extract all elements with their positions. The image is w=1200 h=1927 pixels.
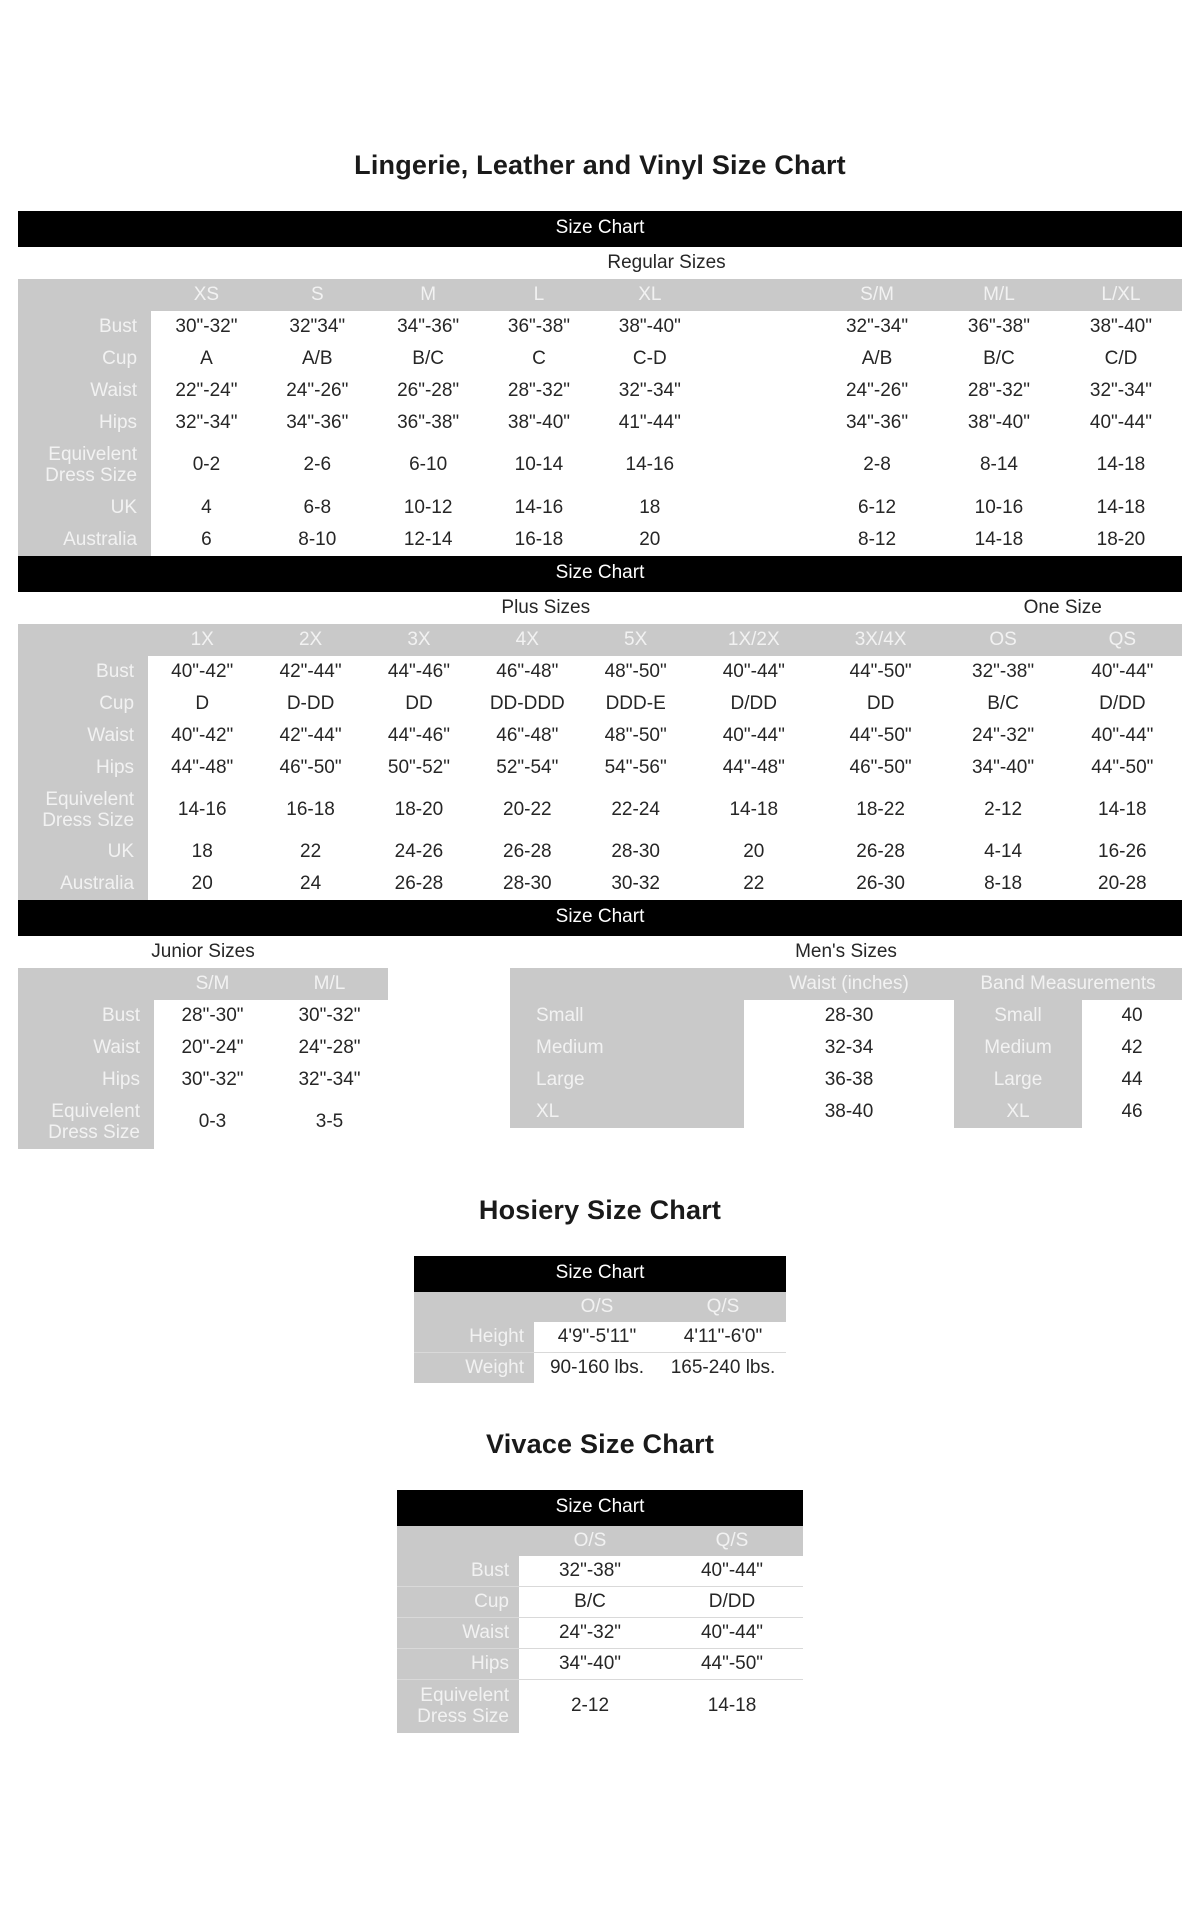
cell: 36"-38"	[938, 311, 1060, 343]
cell: 22"-24"	[151, 375, 262, 407]
table-row	[18, 1096, 388, 1149]
column-header: 3X/4X	[818, 624, 944, 656]
row-header: Equivelent Dress Size	[18, 1096, 154, 1149]
row-header: Equivelent Dress Size	[397, 1679, 519, 1733]
row-header: Hips	[18, 752, 148, 784]
size-label: Medium	[510, 1032, 744, 1064]
cell: 20-22	[473, 784, 581, 837]
cell: 32"34"	[262, 311, 373, 343]
cell-empty	[705, 492, 816, 524]
junior-sizes-table	[18, 936, 388, 1149]
mens-group-label: Men's Sizes	[510, 936, 1182, 968]
column-header: 4X	[473, 624, 581, 656]
page-title: Lingerie, Leather and Vinyl Size Chart	[354, 150, 846, 180]
cell: 40"-42"	[148, 720, 256, 752]
band-size-label: Medium	[954, 1032, 1082, 1064]
plus-sizes-section	[18, 556, 1182, 901]
cell: 32"-34"	[1060, 375, 1182, 407]
cell: 6-8	[262, 492, 373, 524]
corner-cell	[18, 279, 151, 311]
cell: 38"-40"	[594, 311, 705, 343]
column-header: L	[484, 279, 595, 311]
cell: 4-14	[943, 836, 1062, 868]
cell: 24"-32"	[943, 720, 1062, 752]
cell: 32"-34"	[151, 407, 262, 439]
cell: 26"-28"	[373, 375, 484, 407]
column-header: OS	[943, 624, 1062, 656]
column-header: M	[373, 279, 484, 311]
cell: 40"-44"	[1063, 720, 1182, 752]
table-row	[397, 1556, 803, 1587]
cell: 28-30	[581, 836, 689, 868]
cell-empty	[705, 524, 816, 556]
cell: 32"-38"	[943, 656, 1062, 688]
table-row	[18, 720, 1182, 752]
cell: 28-30	[473, 868, 581, 900]
table-row	[18, 407, 1182, 439]
cell: 52"-54"	[473, 752, 581, 784]
cell: 14-18	[1060, 492, 1182, 524]
cell: 44"-46"	[365, 656, 473, 688]
table-row	[18, 311, 1182, 343]
cell: 28"-30"	[154, 1000, 271, 1032]
band-size-label: Small	[954, 1000, 1082, 1032]
cell: 40"-44"	[1063, 656, 1182, 688]
table-row	[18, 1064, 388, 1096]
cell: 14-16	[148, 784, 256, 837]
row-header: Bust	[397, 1556, 519, 1587]
row-header: Cup	[18, 688, 148, 720]
cell: 48"-50"	[581, 720, 689, 752]
row-header: Hips	[18, 407, 151, 439]
cell: 22	[256, 836, 364, 868]
cell: 36"-38"	[484, 311, 595, 343]
row-header: Equivelent Dress Size	[18, 784, 148, 837]
cell: 16-26	[1063, 836, 1182, 868]
corner-cell	[18, 968, 154, 1000]
cell: 10-14	[484, 439, 595, 492]
cell: D/DD	[661, 1586, 803, 1617]
corner-cell	[510, 968, 744, 1000]
cell: 44"-50"	[818, 720, 944, 752]
cell: 54"-56"	[581, 752, 689, 784]
cell: 46"-48"	[473, 656, 581, 688]
table-row	[18, 968, 388, 1000]
column-header: QS	[1063, 624, 1182, 656]
cell: DDD-E	[581, 688, 689, 720]
cell: B/C	[943, 688, 1062, 720]
table-row	[18, 624, 1182, 656]
hosiery-table	[414, 1292, 786, 1383]
cell: 18-20	[1060, 524, 1182, 556]
cell: 2-8	[816, 439, 938, 492]
table-row	[18, 784, 1182, 837]
cell: 14-18	[661, 1679, 803, 1733]
cell: 26-28	[365, 868, 473, 900]
cell: 32"-34"	[271, 1064, 388, 1096]
table-row	[397, 1679, 803, 1733]
spacer-cell	[18, 592, 148, 624]
cell: 30"-32"	[151, 311, 262, 343]
cell: 46"-50"	[256, 752, 364, 784]
hosiery-banner: Size Chart	[414, 1256, 786, 1292]
cell: 2-12	[519, 1679, 661, 1733]
cell: 26-30	[818, 868, 944, 900]
cell: 24	[256, 868, 364, 900]
table-row	[18, 936, 388, 968]
cell: 20	[148, 868, 256, 900]
cell: A/B	[816, 343, 938, 375]
cell: 2-6	[262, 439, 373, 492]
cell: 38-40	[744, 1096, 954, 1128]
column-header: XS	[151, 279, 262, 311]
size-label: XL	[510, 1096, 744, 1128]
cell: DD	[818, 688, 944, 720]
cell: 0-2	[151, 439, 262, 492]
cell: B/C	[373, 343, 484, 375]
cell: D-DD	[256, 688, 364, 720]
cell: 38"-40"	[1060, 311, 1182, 343]
table-row	[18, 524, 1182, 556]
corner-cell	[397, 1526, 519, 1556]
cell: 16-18	[484, 524, 595, 556]
cell: 42"-44"	[256, 720, 364, 752]
cell: 44	[1082, 1064, 1182, 1096]
column-header: M/L	[938, 279, 1060, 311]
cell: 24"-28"	[271, 1032, 388, 1064]
vivace-title: Vivace Size Chart	[485, 1428, 715, 1459]
table-row	[510, 1096, 1182, 1128]
cell: 12-14	[373, 524, 484, 556]
cell: 8-10	[262, 524, 373, 556]
row-header: Cup	[397, 1586, 519, 1617]
cell: 22-24	[581, 784, 689, 837]
table-row	[414, 1322, 786, 1353]
cell: 30-32	[581, 868, 689, 900]
table-row	[397, 1586, 803, 1617]
column-header: O/S	[534, 1292, 660, 1322]
table-row	[18, 1032, 388, 1064]
cell-empty	[705, 375, 816, 407]
vivace-table	[397, 1526, 803, 1734]
table-row	[18, 688, 1182, 720]
vivace-section	[397, 1490, 803, 1734]
column-header: XL	[594, 279, 705, 311]
cell: 3-5	[271, 1096, 388, 1149]
cell: 42"-44"	[256, 656, 364, 688]
cell: 32"-34"	[816, 311, 938, 343]
column-header: L/XL	[1060, 279, 1182, 311]
table-row	[18, 836, 1182, 868]
table-row	[510, 1064, 1182, 1096]
hosiery-title: Hosiery Size Chart	[478, 1194, 722, 1225]
cell: 90-160 lbs.	[534, 1352, 660, 1383]
table-row	[510, 936, 1182, 968]
cell: 42	[1082, 1032, 1182, 1064]
cell: 14-18	[1060, 439, 1182, 492]
table-row	[18, 439, 1182, 492]
cell: 44"-48"	[690, 752, 818, 784]
junior-sizes-section	[18, 936, 388, 1149]
regular-sizes-table	[18, 247, 1182, 556]
cell-empty	[705, 407, 816, 439]
cell: 24"-32"	[519, 1617, 661, 1648]
column-header: 3X	[365, 624, 473, 656]
cell: 8-14	[938, 439, 1060, 492]
cell: 38"-40"	[938, 407, 1060, 439]
cell: 40"-42"	[148, 656, 256, 688]
column-header: S/M	[154, 968, 271, 1000]
cell: 18-20	[365, 784, 473, 837]
cell: 2-12	[943, 784, 1062, 837]
cell: 40"-44"	[690, 720, 818, 752]
cell: 8-12	[816, 524, 938, 556]
regular-group-label: Regular Sizes	[151, 247, 1182, 279]
table-row	[18, 375, 1182, 407]
cell: 24"-26"	[816, 375, 938, 407]
column-header: Q/S	[661, 1526, 803, 1556]
size-label: Large	[510, 1064, 744, 1096]
one-size-group-label: One Size	[943, 592, 1182, 624]
row-header: Equivelent Dress Size	[18, 439, 151, 492]
cell: 14-18	[938, 524, 1060, 556]
cell: 14-16	[484, 492, 595, 524]
column-header: S	[262, 279, 373, 311]
cell: 20	[594, 524, 705, 556]
table-row	[414, 1352, 786, 1383]
row-header: Waist	[18, 1032, 154, 1064]
column-header: 2X	[256, 624, 364, 656]
row-header: Waist	[397, 1617, 519, 1648]
column-header-empty	[705, 279, 816, 311]
table-row	[397, 1617, 803, 1648]
cell: 18	[594, 492, 705, 524]
cell: 20"-24"	[154, 1032, 271, 1064]
cell: 4'9"-5'11"	[534, 1322, 660, 1353]
table-row	[18, 279, 1182, 311]
cell: D/DD	[1063, 688, 1182, 720]
mens-sizes-section	[510, 936, 1182, 1128]
cell: 10-12	[373, 492, 484, 524]
column-header: 1X	[148, 624, 256, 656]
table-row	[397, 1526, 803, 1556]
cell: C-D	[594, 343, 705, 375]
corner-cell	[18, 624, 148, 656]
cell: 18	[148, 836, 256, 868]
row-header: Australia	[18, 868, 148, 900]
cell: 34"-36"	[262, 407, 373, 439]
cell-empty	[705, 311, 816, 343]
band-header: Band Measurements	[954, 968, 1182, 1000]
row-header: Cup	[18, 343, 151, 375]
hosiery-section	[414, 1256, 786, 1383]
cell: 40"-44"	[661, 1556, 803, 1587]
column-header: O/S	[519, 1526, 661, 1556]
row-header: Bust	[18, 656, 148, 688]
band-size-label: Large	[954, 1064, 1082, 1096]
row-header: Weight	[414, 1352, 534, 1383]
cell: 36-38	[744, 1064, 954, 1096]
regular-sizes-section	[18, 211, 1182, 556]
table-row	[414, 1292, 786, 1322]
cell: 28-30	[744, 1000, 954, 1032]
row-header: Waist	[18, 375, 151, 407]
cell: DD	[365, 688, 473, 720]
cell: 8-18	[943, 868, 1062, 900]
cell: 32-34	[744, 1032, 954, 1064]
cell: 0-3	[154, 1096, 271, 1149]
table-row	[510, 968, 1182, 1000]
row-header: Bust	[18, 1000, 154, 1032]
cell: 40"-44"	[661, 1617, 803, 1648]
cell: 44"-50"	[1063, 752, 1182, 784]
cell: 28"-32"	[938, 375, 1060, 407]
cell: 6-10	[373, 439, 484, 492]
table-row	[18, 492, 1182, 524]
cell: B/C	[938, 343, 1060, 375]
table-row	[18, 656, 1182, 688]
row-header: Waist	[18, 720, 148, 752]
cell: 40"-44"	[1060, 407, 1182, 439]
cell: 4'11"-6'0"	[660, 1322, 786, 1353]
cell: 14-18	[690, 784, 818, 837]
cell: 26-28	[818, 836, 944, 868]
junior-group-label: Junior Sizes	[18, 936, 388, 968]
cell: 14-16	[594, 439, 705, 492]
cell: 41"-44"	[594, 407, 705, 439]
cell: 14-18	[1063, 784, 1182, 837]
waist-header: Waist (inches)	[744, 968, 954, 1000]
spacer-cell	[18, 247, 151, 279]
plus-banner: Size Chart	[18, 556, 1182, 592]
corner-cell	[414, 1292, 534, 1322]
cell: 40"-44"	[690, 656, 818, 688]
cell: 50"-52"	[365, 752, 473, 784]
table-row	[18, 1000, 388, 1032]
cell: DD-DDD	[473, 688, 581, 720]
cell: 18-22	[818, 784, 944, 837]
column-header: Q/S	[660, 1292, 786, 1322]
mens-sizes-table	[510, 936, 1182, 1128]
cell: A	[151, 343, 262, 375]
cell: 44"-50"	[818, 656, 944, 688]
column-header: 1X/2X	[690, 624, 818, 656]
cell: 20-28	[1063, 868, 1182, 900]
row-header: UK	[18, 492, 151, 524]
cell: 30"-32"	[154, 1064, 271, 1096]
cell: 24"-26"	[262, 375, 373, 407]
cell: 34"-36"	[373, 311, 484, 343]
table-row	[18, 592, 1182, 624]
cell: 28"-32"	[484, 375, 595, 407]
cell: A/B	[262, 343, 373, 375]
row-header: Hips	[18, 1064, 154, 1096]
cell-empty	[705, 439, 816, 492]
junior-mens-section	[18, 936, 1182, 1149]
cell: 32"-34"	[594, 375, 705, 407]
row-header: Height	[414, 1322, 534, 1353]
cell: D	[148, 688, 256, 720]
cell: 44"-50"	[661, 1648, 803, 1679]
cell: 26-28	[473, 836, 581, 868]
cell: 38"-40"	[484, 407, 595, 439]
table-row	[18, 752, 1182, 784]
cell: 4	[151, 492, 262, 524]
junior-mens-banner-wrap	[18, 900, 1182, 936]
cell: 34"-40"	[943, 752, 1062, 784]
cell: 22	[690, 868, 818, 900]
row-header: UK	[18, 836, 148, 868]
cell: 24-26	[365, 836, 473, 868]
row-header: Bust	[18, 311, 151, 343]
row-header: Hips	[397, 1648, 519, 1679]
cell: 44"-46"	[365, 720, 473, 752]
cell: 6	[151, 524, 262, 556]
table-row	[510, 1032, 1182, 1064]
cell: C	[484, 343, 595, 375]
junior-mens-banner: Size Chart	[18, 900, 1182, 936]
cell: 6-12	[816, 492, 938, 524]
cell: C/D	[1060, 343, 1182, 375]
column-header: 5X	[581, 624, 689, 656]
table-row	[510, 1000, 1182, 1032]
cell: 46"-50"	[818, 752, 944, 784]
cell: 46"-48"	[473, 720, 581, 752]
band-size-label: XL	[954, 1096, 1082, 1128]
size-label: Small	[510, 1000, 744, 1032]
regular-banner: Size Chart	[18, 211, 1182, 247]
cell-empty	[705, 343, 816, 375]
cell: 165-240 lbs.	[660, 1352, 786, 1383]
cell: 20	[690, 836, 818, 868]
cell: 36"-38"	[373, 407, 484, 439]
cell: 32"-38"	[519, 1556, 661, 1587]
table-row	[18, 247, 1182, 279]
cell: 48"-50"	[581, 656, 689, 688]
column-header: M/L	[271, 968, 388, 1000]
cell: 46	[1082, 1096, 1182, 1128]
row-header: Australia	[18, 524, 151, 556]
cell: 40	[1082, 1000, 1182, 1032]
plus-group-label: Plus Sizes	[148, 592, 943, 624]
cell: 44"-48"	[148, 752, 256, 784]
cell: 10-16	[938, 492, 1060, 524]
cell: 30"-32"	[271, 1000, 388, 1032]
table-row	[397, 1648, 803, 1679]
table-row	[18, 343, 1182, 375]
column-header: S/M	[816, 279, 938, 311]
cell: 34"-36"	[816, 407, 938, 439]
cell: D/DD	[690, 688, 818, 720]
cell: B/C	[519, 1586, 661, 1617]
plus-sizes-table	[18, 592, 1182, 901]
table-row	[18, 868, 1182, 900]
cell: 16-18	[256, 784, 364, 837]
cell: 34"-40"	[519, 1648, 661, 1679]
vivace-banner: Size Chart	[397, 1490, 803, 1526]
